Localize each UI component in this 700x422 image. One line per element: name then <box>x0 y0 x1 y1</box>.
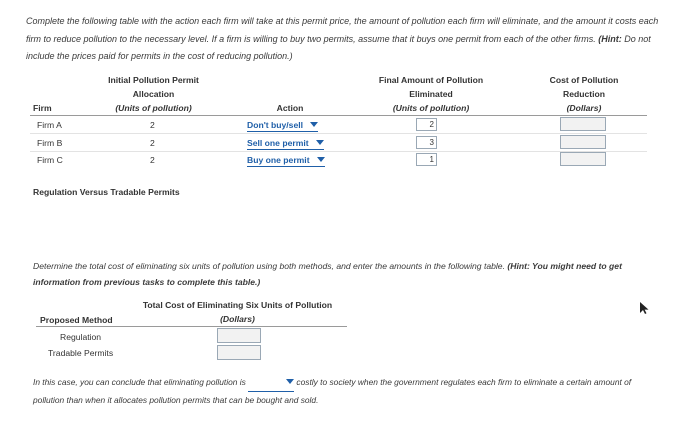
chevron-down-icon <box>286 379 294 384</box>
chevron-down-icon <box>317 157 325 162</box>
chevron-down-icon <box>316 140 324 145</box>
col-header-firm: Firm <box>33 103 52 113</box>
question2-hint: (Hint: You might need to get information from previous tasks to complete this table.) <box>33 261 622 287</box>
firm-b-eliminated-input[interactable]: 3 <box>416 136 437 149</box>
firm-a-allocation: 2 <box>150 120 155 130</box>
conclusion-paragraph: In this case, you can conclude that eliminating pollution is costly to society when the government regulates each firm to eliminate a certain amount of pollution than when it allocates pollution permits that can be bought and sold. <box>33 374 653 408</box>
section-title: Regulation Versus Tradable Permits <box>33 187 180 197</box>
firm-c-allocation: 2 <box>150 155 155 165</box>
firm-c-label: Firm C <box>37 155 63 165</box>
col-header-cost: Cost of Pollution Reduction (Dollars) <box>549 75 619 113</box>
question2-paragraph: Determine the total cost of eliminating six units of pollution using both methods, and enter the amounts in the following table. (Hint: You might need to get information from previous tasks to complete this table.) <box>33 261 622 287</box>
row-divider <box>30 151 647 152</box>
firm-a-action-dropdown[interactable]: Don't buy/sell <box>247 120 318 132</box>
col-header-total-cost: Total Cost of Eliminating Six Units of Pollution (Dollars) <box>142 300 333 324</box>
firm-c-cost-input[interactable] <box>560 152 606 166</box>
conclusion-dropdown[interactable] <box>248 374 294 392</box>
table1-header-divider <box>30 115 647 116</box>
chevron-down-icon <box>310 122 318 127</box>
col-header-proposed-method: Proposed Method <box>40 315 113 325</box>
hint-text: Do not include the prices paid for permits in the cost of reducing pollution.) <box>26 33 651 61</box>
firm-c-eliminated-input[interactable]: 1 <box>416 153 437 166</box>
hint-label: (Hint: <box>598 33 622 44</box>
firm-b-allocation: 2 <box>150 138 155 148</box>
method-regulation-label: Regulation <box>60 332 102 342</box>
tradable-total-input[interactable] <box>217 345 261 360</box>
firm-a-label: Firm A <box>37 120 62 130</box>
regulation-total-input[interactable] <box>217 328 261 343</box>
firm-a-cost-input[interactable] <box>560 117 606 131</box>
row-divider <box>30 133 647 134</box>
col-header-final-eliminated: Final Amount of Pollution Eliminated (Units of pollution) <box>378 75 484 113</box>
mouse-cursor-icon <box>640 301 649 319</box>
firm-a-eliminated-input[interactable]: 2 <box>416 118 437 131</box>
table2-header-divider <box>36 326 347 327</box>
col-header-initial-allocation: Initial Pollution Permit Allocation (Units of pollution) <box>108 75 199 113</box>
firm-b-action-dropdown[interactable]: Sell one permit <box>247 138 324 150</box>
firm-b-cost-input[interactable] <box>560 135 606 149</box>
instructions-text: Complete the following table with the action each firm will take at this permit price, the amount of pollution each firm will eliminate, and the amount it costs each firm to reduce pollution to the necessary level. If a firm is willing to buy two permits, assume that it buys one permit from each of the other firms. <box>26 16 659 44</box>
firm-b-label: Firm B <box>37 138 63 148</box>
firm-c-action-dropdown[interactable]: Buy one permit <box>247 155 325 167</box>
method-tradable-label: Tradable Permits <box>48 348 114 358</box>
col-header-action: Action <box>276 103 304 113</box>
instructions-paragraph <box>26 13 666 66</box>
